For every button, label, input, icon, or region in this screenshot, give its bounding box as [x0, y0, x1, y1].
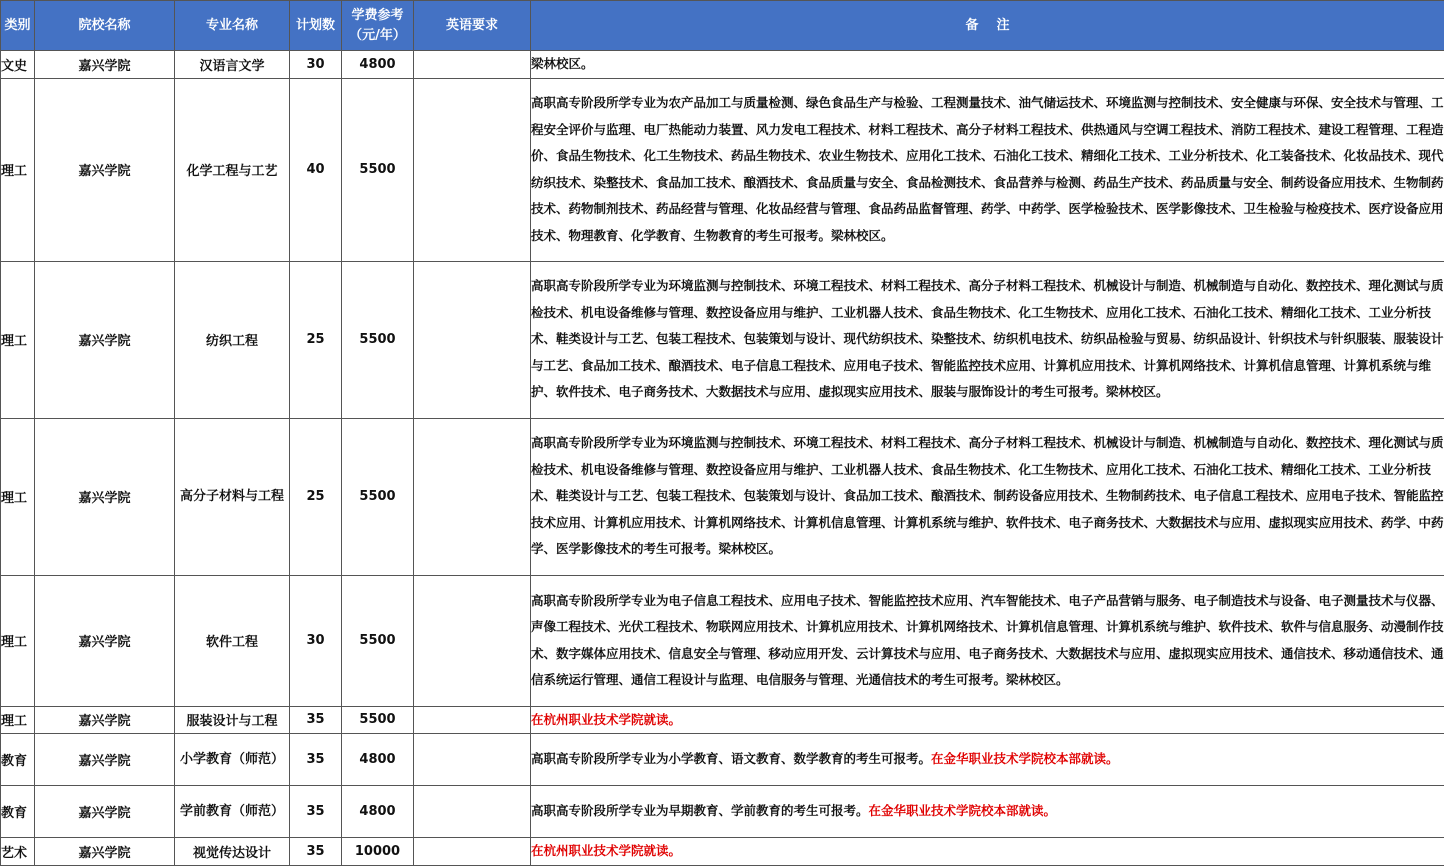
header-category: 类别 — [1, 1, 35, 51]
school-cell: 嘉兴学院 — [35, 261, 175, 418]
plan-cell: 40 — [290, 78, 342, 261]
table-row — [1, 838, 1444, 866]
table-row — [1, 575, 1444, 706]
english-cell — [414, 261, 531, 418]
school-cell: 嘉兴学院 — [35, 575, 175, 706]
fee-cell: 5500 — [342, 706, 414, 734]
school-cell: 嘉兴学院 — [35, 734, 175, 786]
major-cell: 小学教育（师范） — [175, 734, 290, 786]
school-cell: 嘉兴学院 — [35, 51, 175, 79]
note-cell — [531, 838, 1444, 866]
english-cell — [414, 418, 531, 575]
fee-cell: 4800 — [342, 51, 414, 79]
major-cell: 高分子材料与工程 — [175, 418, 290, 575]
fee-cell: 5500 — [342, 418, 414, 575]
header-english: 英语要求 — [414, 1, 531, 51]
fee-cell: 10000 — [342, 838, 414, 866]
fee-cell: 4800 — [342, 734, 414, 786]
table-row — [1, 734, 1444, 786]
note-text: 高职高专阶段所学专业为小学教育、语文教育、数学教育的考生可报考。 — [531, 751, 931, 766]
english-cell — [414, 786, 531, 838]
category-cell: 理工 — [1, 261, 35, 418]
school-cell: 嘉兴学院 — [35, 786, 175, 838]
table-row — [1, 418, 1444, 575]
category-cell: 理工 — [1, 706, 35, 734]
category-cell: 理工 — [1, 418, 35, 575]
school-cell: 嘉兴学院 — [35, 838, 175, 866]
table-row — [1, 51, 1444, 79]
category-cell: 艺术 — [1, 838, 35, 866]
plan-cell: 35 — [290, 838, 342, 866]
fee-cell: 5500 — [342, 261, 414, 418]
table-row — [1, 261, 1444, 418]
fee-cell: 4800 — [342, 786, 414, 838]
note-cell — [531, 51, 1444, 79]
header-plan: 计划数 — [290, 1, 342, 51]
major-cell: 纺织工程 — [175, 261, 290, 418]
note-cell — [531, 78, 1444, 261]
plan-cell: 25 — [290, 418, 342, 575]
note-text: 高职高专阶段所学专业为早期教育、学前教育的考生可报考。 — [531, 803, 869, 818]
major-cell: 化学工程与工艺 — [175, 78, 290, 261]
plan-cell: 35 — [290, 706, 342, 734]
english-cell — [414, 575, 531, 706]
english-cell — [414, 78, 531, 261]
note-red-text: 在杭州职业技术学院就读。 — [531, 843, 681, 858]
table-row — [1, 786, 1444, 838]
table-row — [1, 706, 1444, 734]
plan-cell: 30 — [290, 575, 342, 706]
plan-cell: 30 — [290, 51, 342, 79]
note-cell — [531, 418, 1444, 575]
header-fee: 学费参考 （元/年） — [342, 1, 414, 51]
english-cell — [414, 51, 531, 79]
fee-cell: 5500 — [342, 575, 414, 706]
major-cell: 服装设计与工程 — [175, 706, 290, 734]
fee-cell: 5500 — [342, 78, 414, 261]
category-cell: 教育 — [1, 734, 35, 786]
major-cell: 视觉传达设计 — [175, 838, 290, 866]
major-cell: 汉语言文学 — [175, 51, 290, 79]
note-cell — [531, 706, 1444, 734]
table-row — [1, 78, 1444, 261]
english-cell — [414, 734, 531, 786]
note-cell — [531, 734, 1444, 786]
category-cell: 理工 — [1, 575, 35, 706]
note-red-text: 在金华职业技术学院校本部就读。 — [869, 803, 1057, 818]
plan-cell: 35 — [290, 786, 342, 838]
note-text: 高职高专阶段所学专业为电子信息工程技术、应用电子技术、智能监控技术应用、汽车智能技术、电子产品营销与服务、电子制造技术与设备、电子测量技术与仪器、声像工程技术、光伏工程技术、物联网应用技术、计算机应用技术、计算机网络技术、计算机信息管理、计算机系统与维护、软件技术、软件与信息服务、动漫制作技术、数字媒体应用技术、信息安全与管理、移动应用开发、云计算技术与应用、电子商务技术、大数据技术与应用、虚拟现实应用技术、通信技术、移动通信技术、通信系统运行管理、通信工程设计与监理、电信服务与管理、光通信技术的考生可报考。梁林校区。 — [531, 593, 1444, 688]
note-cell — [531, 575, 1444, 706]
header-major: 专业名称 — [175, 1, 290, 51]
header-note: 备 注 — [531, 1, 1444, 51]
note-text: 高职高专阶段所学专业为环境监测与控制技术、环境工程技术、材料工程技术、高分子材料工程技术、机械设计与制造、机械制造与自动化、数控技术、理化测试与质检技术、机电设备维修与管理、数控设备应用与维护、工业机器人技术、食品生物技术、化工生物技术、应用化工技术、石油化工技术、精细化工技术、工业分析技术、鞋类设计与工艺、包装工程技术、包装策划与设计、现代纺织技术、染整技术、纺织机电技术、纺织品检验与贸易、纺织品设计、针织技术与针织服装、服装设计与工艺、食品加工技术、酿酒技术、电子信息工程技术、应用电子技术、智能监控技术应用、计算机应用技术、计算机网络技术、计算机信息管理、计算机系统与维护、软件技术、电子商务技术、大数据技术与应用、虚拟现实应用技术、服装与服饰设计的考生可报考。梁林校区。 — [531, 278, 1444, 399]
category-cell: 文史 — [1, 51, 35, 79]
note-cell — [531, 786, 1444, 838]
category-cell: 理工 — [1, 78, 35, 261]
note-cell — [531, 261, 1444, 418]
header-row — [1, 1, 1444, 51]
note-red-text: 在金华职业技术学院校本部就读。 — [931, 751, 1119, 766]
plan-cell: 25 — [290, 261, 342, 418]
school-cell: 嘉兴学院 — [35, 78, 175, 261]
header-school: 院校名称 — [35, 1, 175, 51]
major-cell: 学前教育（师范） — [175, 786, 290, 838]
school-cell: 嘉兴学院 — [35, 706, 175, 734]
note-text: 高职高专阶段所学专业为农产品加工与质量检测、绿色食品生产与检验、工程测量技术、油气储运技术、环境监测与控制技术、安全健康与环保、安全技术与管理、工程安全评价与监理、电厂热能动力装置、风力发电工程技术、材料工程技术、高分子材料工程技术、供热通风与空调工程技术、消防工程技术、建设工程管理、工程造价、食品生物技术、化工生物技术、药品生物技术、农业生物技术、应用化工技术、石油化工技术、精细化工技术、工业分析技术、化工装备技术、化妆品技术、现代纺织技术、染整技术、食品加工技术、酿酒技术、食品质量与安全、食品检测技术、食品营养与检测、药品生产技术、药品质量与安全、制药设备应用技术、生物制药技术、药物制剂技术、药品经营与管理、化妆品经营与管理、食品药品监督管理、药学、中药学、医学检验技术、医学影像技术、卫生检验与检疫技术、医疗设备应用技术、物理教育、化学教育、生物教育的考生可报考。梁林校区。 — [531, 95, 1444, 243]
english-cell — [414, 706, 531, 734]
plan-cell: 35 — [290, 734, 342, 786]
school-cell: 嘉兴学院 — [35, 418, 175, 575]
note-text: 高职高专阶段所学专业为环境监测与控制技术、环境工程技术、材料工程技术、高分子材料工程技术、机械设计与制造、机械制造与自动化、数控技术、理化测试与质检技术、机电设备维修与管理、数控设备应用与维护、工业机器人技术、食品生物技术、化工生物技术、应用化工技术、石油化工技术、精细化工技术、工业分析技术、鞋类设计与工艺、包装工程技术、包装策划与设计、食品加工技术、酿酒技术、制药设备应用技术、生物制药技术、电子信息工程技术、应用电子技术、智能监控技术应用、计算机应用技术、计算机网络技术、计算机信息管理、计算机系统与维护、软件技术、电子商务技术、大数据技术与应用、虚拟现实应用技术、药学、中药学、医学影像技术的考生可报考。梁林校区。 — [531, 435, 1444, 556]
major-cell: 软件工程 — [175, 575, 290, 706]
english-cell — [414, 838, 531, 866]
category-cell: 教育 — [1, 786, 35, 838]
note-text: 梁林校区。 — [531, 56, 594, 71]
note-red-text: 在杭州职业技术学院就读。 — [531, 712, 681, 727]
